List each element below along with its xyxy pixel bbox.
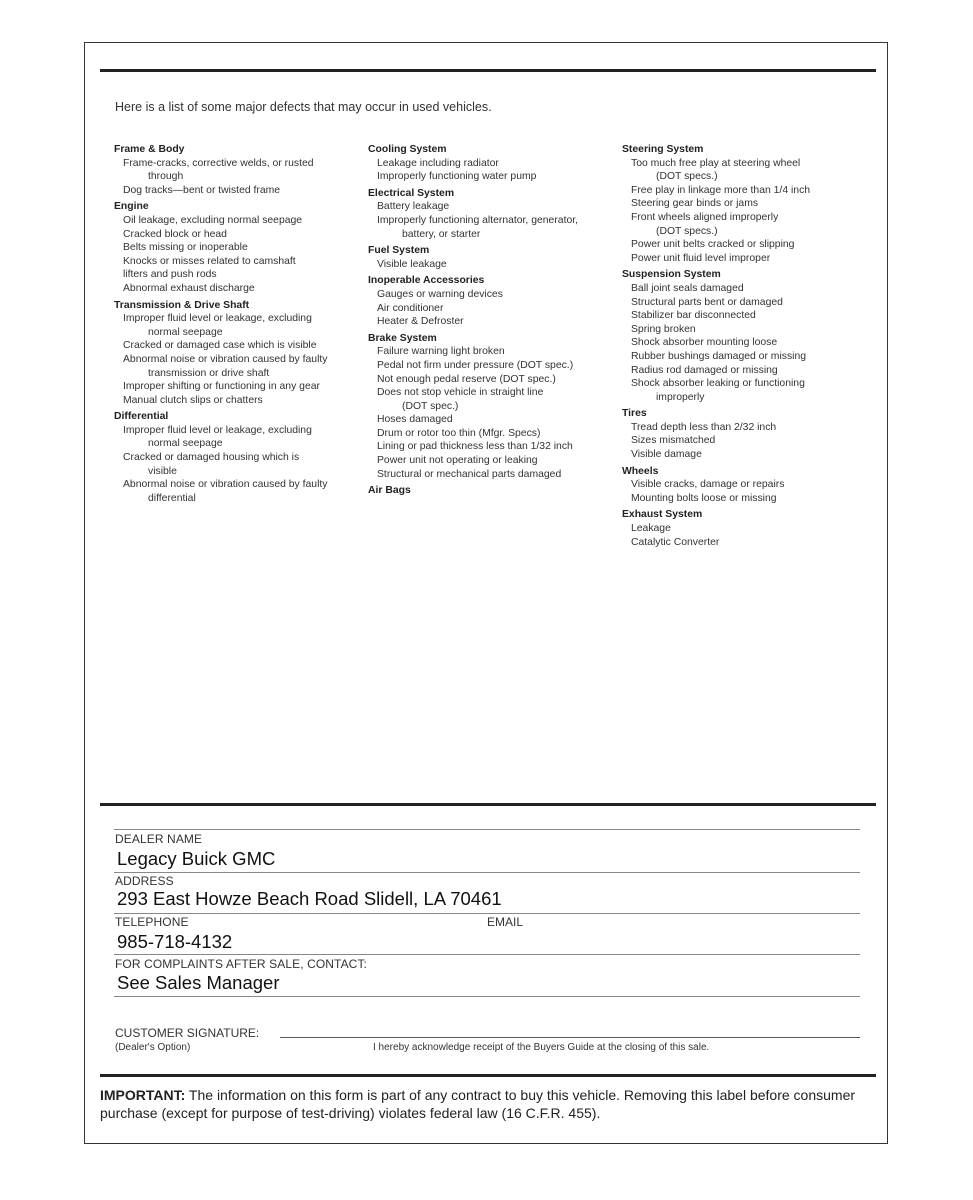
defect-item-text: Improperly functioning water pump <box>377 171 537 183</box>
section-title: Engine <box>114 201 149 213</box>
intro-text: Here is a list of some major defects that may occur in used vehicles. <box>115 100 492 114</box>
section-title: Suspension System <box>622 269 721 281</box>
field-divider <box>114 996 860 997</box>
defect-item <box>114 339 364 353</box>
defect-item <box>114 282 364 296</box>
bottom-rule <box>100 1074 876 1077</box>
defect-item-text: lifters and push rods <box>123 269 217 281</box>
defect-item <box>368 427 618 441</box>
telephone-label: TELEPHONE <box>115 915 189 929</box>
defect-item-text: Steering gear binds or jams <box>631 198 759 210</box>
defect-item-text: Ball joint seals damaged <box>631 282 744 294</box>
field-divider <box>114 954 860 955</box>
dealer-name-value: Legacy Buick GMC <box>117 848 276 869</box>
dealer-name-label: DEALER NAME <box>115 832 203 846</box>
defect-item <box>368 386 618 413</box>
defect-item-continuation: differential <box>148 492 196 504</box>
section-title: Inoperable Accessories <box>368 275 485 287</box>
defect-item <box>622 238 872 252</box>
defect-item-text: Air conditioner <box>377 302 444 314</box>
defect-item <box>114 451 364 478</box>
defect-item <box>368 200 618 214</box>
defect-item <box>622 296 872 310</box>
defect-item <box>622 421 872 435</box>
telephone-value: 985-718-4132 <box>117 931 233 952</box>
defect-item <box>622 522 872 536</box>
defect-item <box>368 413 618 427</box>
defect-item <box>622 434 872 448</box>
defect-item <box>114 353 364 380</box>
defect-item-continuation: normal seepage <box>148 438 223 450</box>
defect-item <box>368 258 618 272</box>
defect-item <box>622 309 872 323</box>
defect-item-text: Shock absorber mounting loose <box>631 337 778 349</box>
defect-item-continuation: visible <box>148 465 177 477</box>
defect-item-text: Visible cracks, damage or repairs <box>631 479 785 491</box>
defect-item <box>114 478 364 505</box>
defect-item <box>368 288 618 302</box>
defect-item <box>114 424 364 451</box>
defect-item-continuation: battery, or starter <box>402 228 481 240</box>
defect-item-text: Structural parts bent or damaged <box>631 296 783 308</box>
section-rule <box>100 803 876 806</box>
defect-item-text: Cracked or damaged housing which is <box>123 452 300 464</box>
defect-item <box>622 197 872 211</box>
field-divider <box>114 913 860 914</box>
defect-item-text: Leakage including radiator <box>377 157 499 169</box>
defect-item-continuation: improperly <box>656 391 705 403</box>
defects-column-2 <box>368 143 618 498</box>
defect-item-text: Lining or pad thickness less than 1/32 inch <box>377 441 573 453</box>
defect-item <box>622 478 872 492</box>
defect-item <box>114 157 364 184</box>
defect-item-text: Visible leakage <box>377 258 447 270</box>
defect-item <box>622 184 872 198</box>
signature-line[interactable] <box>280 1037 860 1038</box>
defect-item-text: Frame-cracks, corrective welds, or rusted <box>123 157 314 169</box>
defect-item-text: Battery leakage <box>377 201 450 213</box>
defect-item-text: Abnormal noise or vibration caused by faulty <box>123 479 328 491</box>
defect-item-text: Gauges or warning devices <box>377 288 503 300</box>
defect-item-text: Too much free play at steering wheel <box>631 157 801 169</box>
section-title: Air Bags <box>368 485 411 497</box>
defect-item <box>622 157 872 184</box>
defect-item <box>368 214 618 241</box>
complaints-label: FOR COMPLAINTS AFTER SALE, CONTACT: <box>115 957 367 971</box>
defect-item-text: Spring broken <box>631 323 696 335</box>
defect-item <box>368 302 618 316</box>
defect-item <box>114 214 364 228</box>
defect-item-continuation: transmission or drive shaft <box>148 367 270 379</box>
section-title: Cooling System <box>368 144 447 155</box>
defect-item-text: Radius rod damaged or missing <box>631 364 778 376</box>
defect-item <box>622 350 872 364</box>
defect-item-text: Improperly functioning alternator, generator, <box>377 214 579 226</box>
defect-item <box>368 468 618 482</box>
defect-item-text: Visible damage <box>631 449 702 461</box>
defect-item-text: Power unit fluid level improper <box>631 252 771 264</box>
defect-item-text: Abnormal noise or vibration caused by faulty <box>123 353 328 365</box>
dealer-option-note: (Dealer's Option) <box>115 1042 191 1053</box>
important-text: The information on this form is part of any contract to buy this vehicle. Removing this label before consumer purchase (except for purpose of test-driving) violates federal law (16 C.F.R. 455). <box>100 1087 856 1121</box>
defect-item-text: Improper shifting or functioning in any gear <box>123 381 320 393</box>
defect-item-text: Failure warning light broken <box>377 346 505 358</box>
defect-item <box>114 255 364 269</box>
defect-item-text: Catalytic Converter <box>631 536 720 548</box>
acknowledgement-text: I hereby acknowledge receipt of the Buyers Guide at the closing of this sale. <box>373 1042 710 1053</box>
defect-item-text: Drum or rotor too thin (Mfgr. Specs) <box>377 427 541 439</box>
defect-item-text: Cracked or damaged case which is visible <box>123 340 317 352</box>
important-notice <box>100 1086 870 1122</box>
defect-item-text: Belts missing or inoperable <box>123 242 248 254</box>
defect-item-text: Rubber bushings damaged or missing <box>631 350 807 362</box>
defect-item-continuation: (DOT specs.) <box>656 225 718 237</box>
defect-item <box>368 157 618 171</box>
defect-item <box>368 170 618 184</box>
defect-item-text: Manual clutch slips or chatters <box>123 394 263 406</box>
defect-item <box>114 268 364 282</box>
defect-item-continuation: normal seepage <box>148 326 223 338</box>
defect-item <box>368 454 618 468</box>
defect-item-text: Not enough pedal reserve (DOT spec.) <box>377 373 556 385</box>
defect-item-continuation: (DOT spec.) <box>402 400 459 412</box>
defect-item-text: Sizes mismatched <box>631 435 716 447</box>
defects-column-3 <box>622 143 872 549</box>
defect-item <box>114 394 364 408</box>
defect-item <box>622 536 872 550</box>
field-divider <box>114 829 860 830</box>
defect-item <box>622 282 872 296</box>
defect-item-text: Does not stop vehicle in straight line <box>377 387 544 399</box>
defect-item-text: Improper fluid level or leakage, excluding <box>123 424 312 436</box>
defect-item-text: Leakage <box>631 523 671 535</box>
defect-item <box>368 373 618 387</box>
defect-item-text: Hoses damaged <box>377 414 453 426</box>
defect-item-text: Structural or mechanical parts damaged <box>377 468 562 480</box>
important-label: IMPORTANT: <box>100 1087 186 1103</box>
email-label: EMAIL <box>487 915 524 929</box>
section-title: Transmission & Drive Shaft <box>114 299 250 311</box>
defect-item <box>114 312 364 339</box>
defects-column-1 <box>114 143 364 505</box>
defect-item <box>114 184 364 198</box>
defect-item <box>622 211 872 238</box>
section-title: Electrical System <box>368 187 455 199</box>
defect-item <box>622 336 872 350</box>
defect-item-text: Mounting bolts loose or missing <box>631 492 777 504</box>
defect-item-text: Improper fluid level or leakage, excluding <box>123 313 312 325</box>
defect-item-continuation: through <box>148 171 184 183</box>
section-title: Exhaust System <box>622 509 703 521</box>
defect-item-text: Dog tracks—bent or twisted frame <box>123 184 281 196</box>
defect-item-text: Stabilizer bar disconnected <box>631 310 756 322</box>
section-title: Wheels <box>622 465 659 477</box>
defect-item-text: Front wheels aligned improperly <box>631 211 779 223</box>
address-label: ADDRESS <box>115 874 174 888</box>
address-value: 293 East Howze Beach Road Slidell, LA 70461 <box>117 888 502 909</box>
defect-item <box>622 252 872 266</box>
defect-item <box>622 364 872 378</box>
defect-item-text: Cracked block or head <box>123 228 227 240</box>
defect-item-text: Shock absorber leaking or functioning <box>631 378 805 390</box>
defect-item-text: Heater & Defroster <box>377 316 464 328</box>
defect-item-text: Free play in linkage more than 1/4 inch <box>631 184 811 196</box>
defect-item <box>622 323 872 337</box>
defect-item <box>622 448 872 462</box>
customer-signature-label: CUSTOMER SIGNATURE: <box>115 1026 260 1040</box>
defect-item <box>368 440 618 454</box>
section-title: Frame & Body <box>114 144 185 155</box>
defect-item-text: Power unit belts cracked or slipping <box>631 239 795 251</box>
defect-item-text: Oil leakage, excluding normal seepage <box>123 214 303 226</box>
defect-item-text: Tread depth less than 2/32 inch <box>631 421 777 433</box>
defect-item <box>622 492 872 506</box>
defect-item-text: Power unit not operating or leaking <box>377 455 538 467</box>
section-title: Tires <box>622 408 647 420</box>
section-title: Differential <box>114 411 169 423</box>
defect-item <box>114 380 364 394</box>
defect-item <box>368 345 618 359</box>
defect-item-text: Abnormal exhaust discharge <box>123 282 255 294</box>
field-divider <box>114 872 860 873</box>
defect-item <box>368 359 618 373</box>
complaints-value: See Sales Manager <box>117 972 280 993</box>
defect-item-text: Knocks or misses related to camshaft <box>123 255 296 267</box>
section-title: Steering System <box>622 144 704 155</box>
section-title: Brake System <box>368 332 437 344</box>
defect-item <box>114 228 364 242</box>
defect-item <box>622 377 872 404</box>
defect-item-continuation: (DOT specs.) <box>656 171 718 183</box>
defect-item <box>368 315 618 329</box>
defect-item-text: Pedal not firm under pressure (DOT spec.) <box>377 359 574 371</box>
defect-item <box>114 241 364 255</box>
section-title: Fuel System <box>368 245 430 257</box>
top-rule <box>100 69 876 72</box>
